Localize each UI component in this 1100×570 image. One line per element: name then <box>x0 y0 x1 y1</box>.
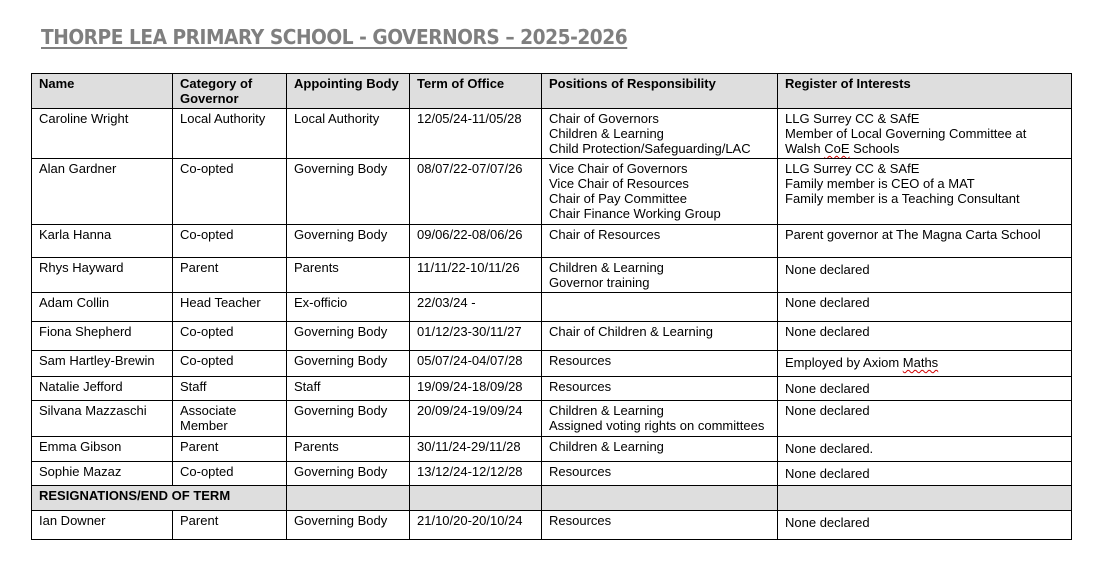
positions-of-responsibility-line: Vice Chair of Resources <box>549 176 689 191</box>
register-of-interests-line: Member of Local Governing Committee at <box>785 126 1027 141</box>
register-of-interests-line: None declared. <box>785 441 874 456</box>
term-of-office: 09/06/22-08/06/26 <box>410 225 542 258</box>
table-row <box>32 351 1072 377</box>
register-of-interests-line: None declared <box>785 324 870 339</box>
table-row <box>32 109 1072 159</box>
governor-category: Parent <box>173 437 287 462</box>
table-row <box>32 293 1072 322</box>
appointing-body: Parents <box>287 437 410 462</box>
governor-category: Co-opted <box>173 351 287 377</box>
section-label: RESIGNATIONS/END OF TERM <box>32 486 287 511</box>
table-row <box>32 322 1072 351</box>
positions-of-responsibility-line: Children & Learning <box>549 403 664 418</box>
positions-of-responsibility <box>542 351 778 377</box>
register-of-interests-line: Family member is CEO of a MAT <box>785 176 975 191</box>
positions-of-responsibility <box>542 293 778 322</box>
governor-name: Sophie Mazaz <box>32 462 173 486</box>
positions-of-responsibility <box>542 109 778 159</box>
positions-of-responsibility-line: Children & Learning <box>549 126 664 141</box>
register-of-interests-line: Employed by Axiom Maths <box>785 355 939 370</box>
table-row <box>32 437 1072 462</box>
appointing-body: Governing Body <box>287 511 410 540</box>
register-of-interests-line: None declared <box>785 262 870 277</box>
table-row <box>32 159 1072 225</box>
register-of-interests-line: None declared <box>785 381 870 396</box>
term-of-office: 11/11/22-10/11/26 <box>410 258 542 293</box>
positions-of-responsibility <box>542 322 778 351</box>
term-of-office: 01/12/23-30/11/27 <box>410 322 542 351</box>
header-positions: Positions of Responsibility <box>542 74 778 109</box>
term-of-office: 30/11/24-29/11/28 <box>410 437 542 462</box>
governor-category: Co-opted <box>173 322 287 351</box>
register-of-interests-line: Family member is a Teaching Consultant <box>785 191 1020 206</box>
register-of-interests <box>778 377 1072 401</box>
positions-of-responsibility-line: Child Protection/Safeguarding/LAC <box>549 141 751 156</box>
governor-category: Co-opted <box>173 225 287 258</box>
term-of-office: 05/07/24-04/07/28 <box>410 351 542 377</box>
register-of-interests-line: None declared <box>785 515 870 530</box>
term-of-office: 21/10/20-20/10/24 <box>410 511 542 540</box>
governor-name: Silvana Mazzaschi <box>32 401 173 437</box>
term-of-office: 12/05/24-11/05/28 <box>410 109 542 159</box>
governor-category: Associate Member <box>173 401 287 437</box>
governor-name: Sam Hartley-Brewin <box>32 351 173 377</box>
positions-of-responsibility <box>542 159 778 225</box>
appointing-body: Local Authority <box>287 109 410 159</box>
appointing-body: Governing Body <box>287 225 410 258</box>
positions-of-responsibility-line: Vice Chair of Governors <box>549 161 688 176</box>
positions-of-responsibility-line: Children & Learning <box>549 260 664 275</box>
register-of-interests <box>778 159 1072 225</box>
positions-of-responsibility-line: Chair Finance Working Group <box>549 206 721 221</box>
register-of-interests <box>778 401 1072 437</box>
governor-name: Emma Gibson <box>32 437 173 462</box>
section-empty-cell <box>287 486 410 511</box>
appointing-body: Governing Body <box>287 322 410 351</box>
governor-category: Head Teacher <box>173 293 287 322</box>
section-row-resignations <box>32 486 1072 511</box>
register-of-interests <box>778 462 1072 486</box>
register-of-interests <box>778 293 1072 322</box>
positions-of-responsibility-line: Resources <box>549 513 612 528</box>
register-of-interests-line: None declared <box>785 295 870 310</box>
governor-category: Co-opted <box>173 462 287 486</box>
register-of-interests-line: Walsh CoE Schools <box>785 141 900 156</box>
term-of-office: 13/12/24-12/12/28 <box>410 462 542 486</box>
table-row <box>32 511 1072 540</box>
table-body <box>32 109 1072 540</box>
positions-of-responsibility-line: Chair of Pay Committee <box>549 191 687 206</box>
governors-table <box>31 73 1072 540</box>
table-header-row <box>32 74 1072 109</box>
governor-name: Caroline Wright <box>32 109 173 159</box>
appointing-body: Governing Body <box>287 159 410 225</box>
appointing-body: Staff <box>287 377 410 401</box>
positions-of-responsibility <box>542 437 778 462</box>
positions-of-responsibility-line: Chair of Resources <box>549 227 661 242</box>
positions-of-responsibility <box>542 377 778 401</box>
governor-name: Fiona Shepherd <box>32 322 173 351</box>
positions-of-responsibility <box>542 258 778 293</box>
term-of-office: 22/03/24 - <box>410 293 542 322</box>
appointing-body: Ex-officio <box>287 293 410 322</box>
section-empty-cell <box>410 486 542 511</box>
positions-of-responsibility-line: Resources <box>549 464 612 479</box>
header-name: Name <box>32 74 173 109</box>
header-term: Term of Office <box>410 74 542 109</box>
register-of-interests-line: LLG Surrey CC & SAfE <box>785 111 920 126</box>
governor-category: Co-opted <box>173 159 287 225</box>
positions-of-responsibility-line: Assigned voting rights on committees <box>549 418 765 433</box>
register-of-interests <box>778 351 1072 377</box>
governor-category: Parent <box>173 511 287 540</box>
positions-of-responsibility-line: Governor training <box>549 275 650 290</box>
positions-of-responsibility-line: Children & Learning <box>549 439 664 454</box>
appointing-body: Governing Body <box>287 401 410 437</box>
governor-name: Alan Gardner <box>32 159 173 225</box>
header-interests: Register of Interests <box>778 74 1072 109</box>
term-of-office: 19/09/24-18/09/28 <box>410 377 542 401</box>
register-of-interests-line: LLG Surrey CC & SAfE <box>785 161 920 176</box>
document-title: THORPE LEA PRIMARY SCHOOL - GOVERNORS – 2025-2026 <box>41 25 628 49</box>
register-of-interests <box>778 437 1072 462</box>
register-of-interests <box>778 258 1072 293</box>
table-row <box>32 462 1072 486</box>
register-of-interests <box>778 322 1072 351</box>
governor-name: Adam Collin <box>32 293 173 322</box>
governor-name: Ian Downer <box>32 511 173 540</box>
term-of-office: 20/09/24-19/09/24 <box>410 401 542 437</box>
table-row <box>32 258 1072 293</box>
positions-of-responsibility-line: Chair of Children & Learning <box>549 324 714 339</box>
positions-of-responsibility-line: Resources <box>549 353 612 368</box>
appointing-body: Parents <box>287 258 410 293</box>
positions-of-responsibility <box>542 511 778 540</box>
positions-of-responsibility-line: Chair of Governors <box>549 111 659 126</box>
header-category: Category of Governor <box>173 74 287 109</box>
table-row <box>32 225 1072 258</box>
appointing-body: Governing Body <box>287 351 410 377</box>
register-of-interests-line: None declared <box>785 403 870 418</box>
appointing-body: Governing Body <box>287 462 410 486</box>
governor-name: Rhys Hayward <box>32 258 173 293</box>
register-of-interests <box>778 109 1072 159</box>
governor-category: Staff <box>173 377 287 401</box>
governor-name: Natalie Jefford <box>32 377 173 401</box>
positions-of-responsibility <box>542 401 778 437</box>
section-empty-cell <box>542 486 778 511</box>
register-of-interests-line: None declared <box>785 466 870 481</box>
governor-category: Parent <box>173 258 287 293</box>
register-of-interests <box>778 511 1072 540</box>
table-row <box>32 377 1072 401</box>
table-row <box>32 401 1072 437</box>
positions-of-responsibility <box>542 462 778 486</box>
governor-category: Local Authority <box>173 109 287 159</box>
governor-name: Karla Hanna <box>32 225 173 258</box>
section-empty-cell <box>778 486 1072 511</box>
register-of-interests-line: Parent governor at The Magna Carta School <box>785 227 1041 242</box>
header-appointing-body: Appointing Body <box>287 74 410 109</box>
term-of-office: 08/07/22-07/07/26 <box>410 159 542 225</box>
register-of-interests <box>778 225 1072 258</box>
positions-of-responsibility <box>542 225 778 258</box>
positions-of-responsibility-line: Resources <box>549 379 612 394</box>
